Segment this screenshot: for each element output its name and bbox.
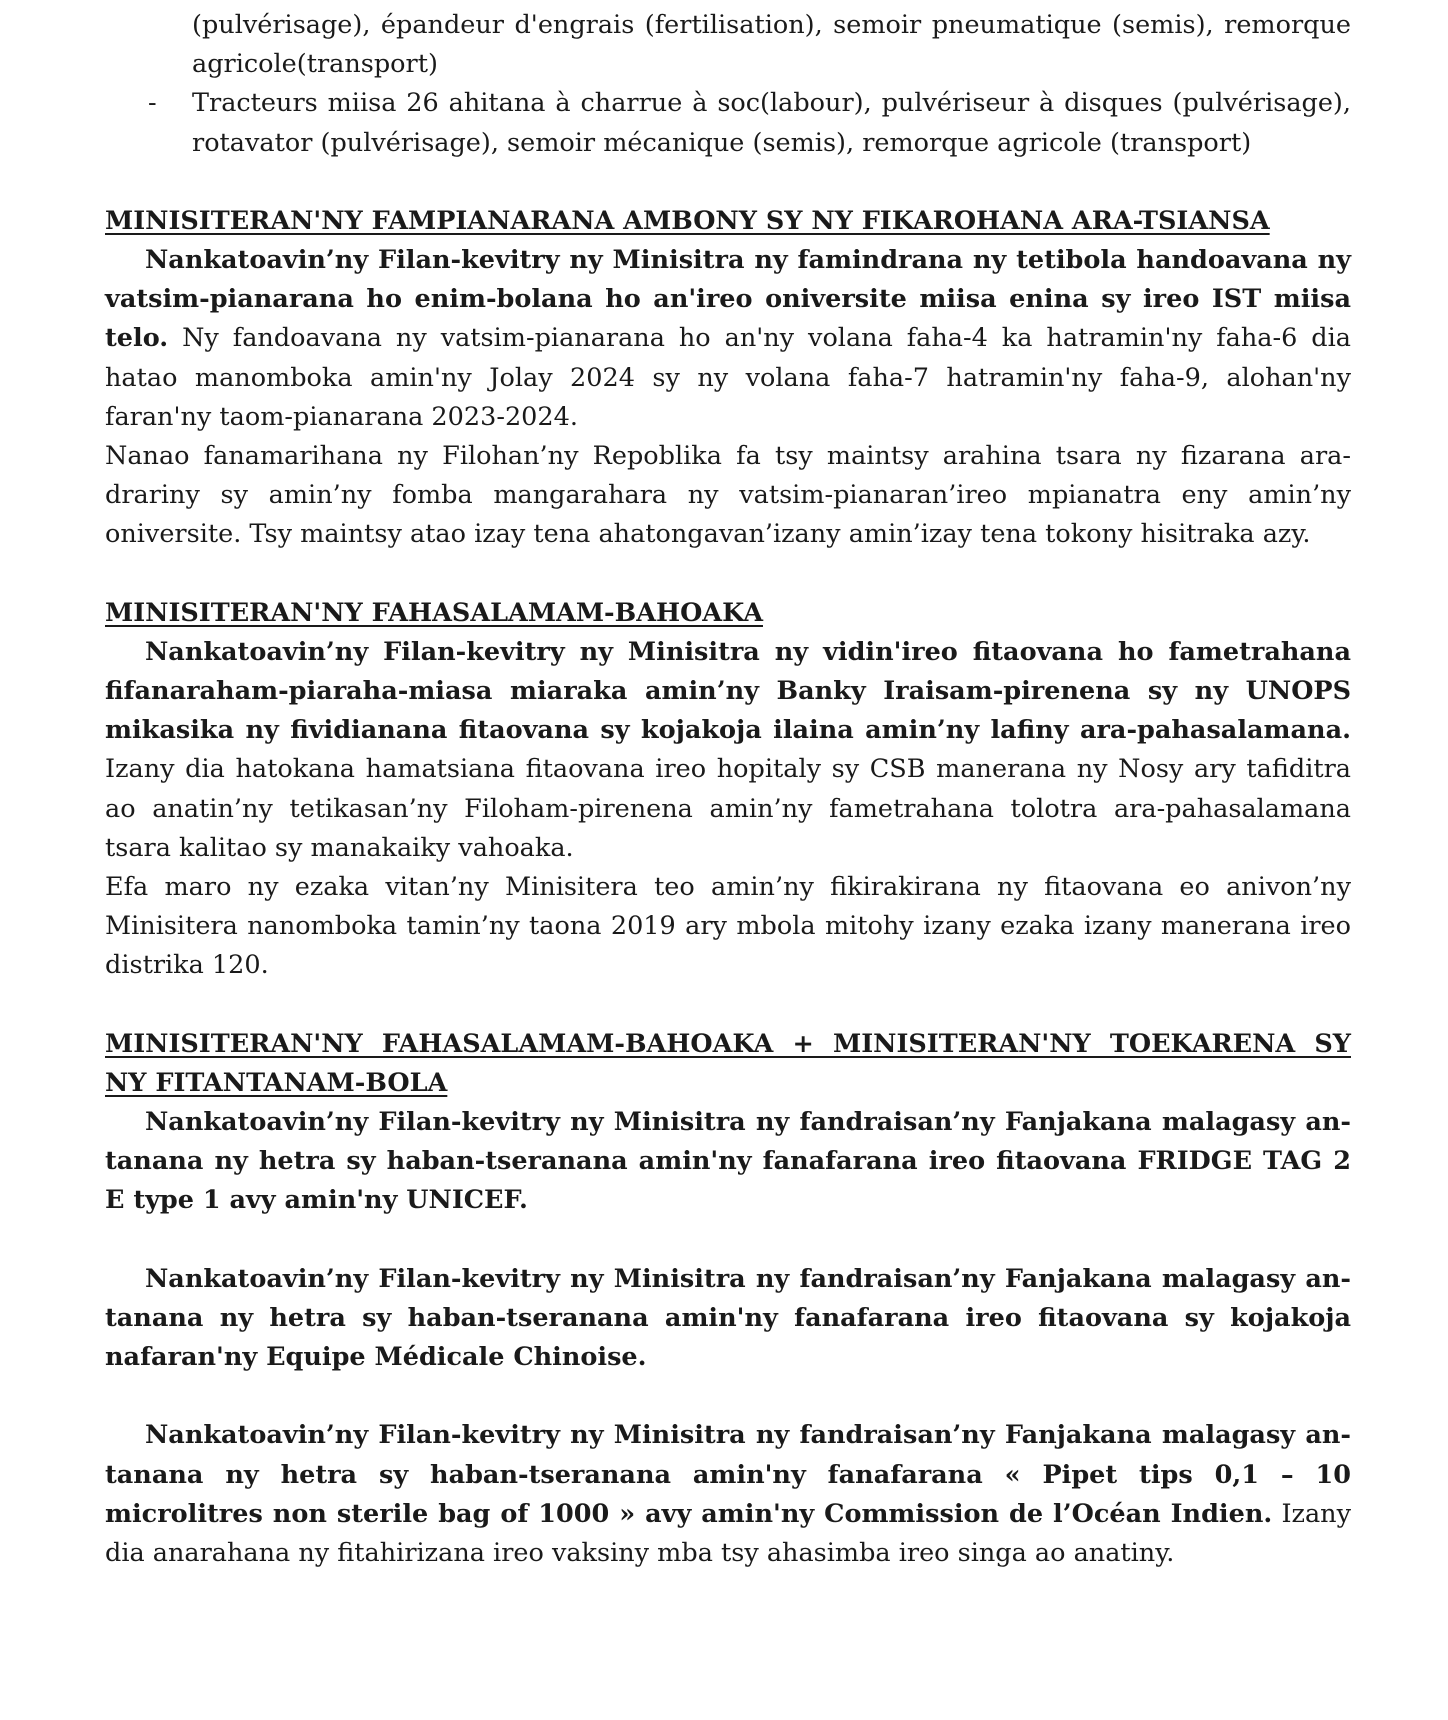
bullet-text: Tracteurs miisa 26 ahitana à charrue à soc(labour), pulvériseur à disques (pulvérisage), rotavator (pulvérisage), semoir mécanique (semis), remorque agricole (transport) bbox=[192, 88, 1351, 158]
section-paragraph bbox=[105, 241, 1351, 437]
section-paragraph: Efa maro ny ezaka vitan’ny Minisitera teo amin’ny fikirakirana ny fitaovana eo anivon’ny Minisitera nanomboka tamin’ny taona 2019 ary mbola mitohy izany ezaka izany manerana ireo distrika 120. bbox=[105, 872, 1351, 981]
bold-statement: Nankatoavin’ny Filan-kevitry ny Minisitra ny famindrana ny tetibola handoavana ny vatsim-pianarana ho enim-bolana ho an'ireo oniversite miisa enina sy ireo IST miisa telo. bbox=[105, 245, 1351, 354]
bold-statement: Nankatoavin’ny Filan-kevitry ny Minisitra ny vidin'ireo fitaovana ho fametrahana fifanaraham-piaraha-miasa miaraka amin’ny Banky Iraisam-pirenena sy ny UNOPS mikasika ny fividianana fitaovana sy kojakoja ilaina amin’ny lafiny ara-pahasalamana. bbox=[105, 636, 1351, 746]
section-paragraph bbox=[105, 633, 1351, 868]
bold-statement: Nankatoavin’ny Filan-kevitry ny Minisitra ny fandraisan’ny Fanjakana malagasy an-tanana ny hetra sy haban-tseranana amin'ny fanafarana ireo fitaovana FRIDGE TAG 2 E type 1 avy amin'ny UNICEF. bbox=[105, 1107, 1351, 1216]
section-heading-health-economy-line1: MINISITERAN'NY FAHASALAMAM-BAHOAKA + MINISITERAN'NY TOEKARENA SY bbox=[105, 1028, 1351, 1059]
paragraph-text: Izany dia anarahana ny fitahirizana ireo vaksiny mba tsy ahasimba ireo singa ao anatiny. bbox=[105, 1498, 1351, 1568]
bold-statement: Nankatoavin’ny Filan-kevitry ny Minisitra ny fandraisan’ny Fanjakana malagasy an-tanana ny hetra sy haban-tseranana amin'ny fanafarana « Pipet tips 0,1 – 10 microlitres non sterile bag of 1000 » avy amin'ny Commission de l’Océan Indien. bbox=[105, 1420, 1351, 1529]
section-paragraph: Nanao fanamarihana ny Filohan’ny Repoblika fa tsy maintsy arahina tsara ny fizarana ara-drariny sy amin’ny fomba mangarahara ny vatsim-pianaran’ireo mpianatra eny amin’ny oniversite. Tsy maintsy atao izay tena ahatongavan’izany amin’izay tena tokony hisitraka azy. bbox=[105, 441, 1351, 550]
paragraph-text: Ny fandoavana ny vatsim-pianarana ho an'ny volana faha-4 ka hatramin'ny faha-6 dia hatao manomboka amin'ny Jolay 2024 sy ny volana faha-7 hatramin'ny faha-9, alohan'ny faran'ny taom-pianarana 2023-2024. bbox=[105, 323, 1351, 432]
section-paragraph bbox=[105, 1260, 1351, 1378]
section-heading-higher-education: MINISITERAN'NY FAMPIANARANA AMBONY SY NY FIKAROHANA ARA-TSIANSA bbox=[105, 205, 1270, 236]
section-paragraph bbox=[105, 1103, 1351, 1221]
paragraph-text: Izany dia hatokana hamatsiana fitaovana ireo hopitaly sy CSB manerana ny Nosy ary tafiditra ao anatin’ny tetikasan’ny Filoham-pirenena amin’ny fametrahana tolotra ara-pahasalamana tsara kalitao sy manakaiky vahoaka. bbox=[105, 754, 1351, 863]
bold-statement: Nankatoavin’ny Filan-kevitry ny Minisitra ny fandraisan’ny Fanjakana malagasy an-tanana ny hetra sy haban-tseranana amin'ny fanafarana ireo fitaovana sy kojakoja nafaran'ny Equipe Médicale Chinoise. bbox=[105, 1263, 1351, 1373]
intro-continuation: (pulvérisage), épandeur d'engrais (fertilisation), semoir pneumatique (semis), remorque agricole(transport) bbox=[192, 10, 1351, 80]
bullet-marker: - bbox=[148, 88, 157, 119]
section-heading-public-health: MINISITERAN'NY FAHASALAMAM-BAHOAKA bbox=[105, 597, 763, 628]
intro-bullet-item bbox=[105, 84, 1351, 162]
section-paragraph bbox=[105, 1416, 1351, 1573]
section-heading-health-economy-line2: NY FITANTANAM-BOLA bbox=[105, 1067, 448, 1098]
